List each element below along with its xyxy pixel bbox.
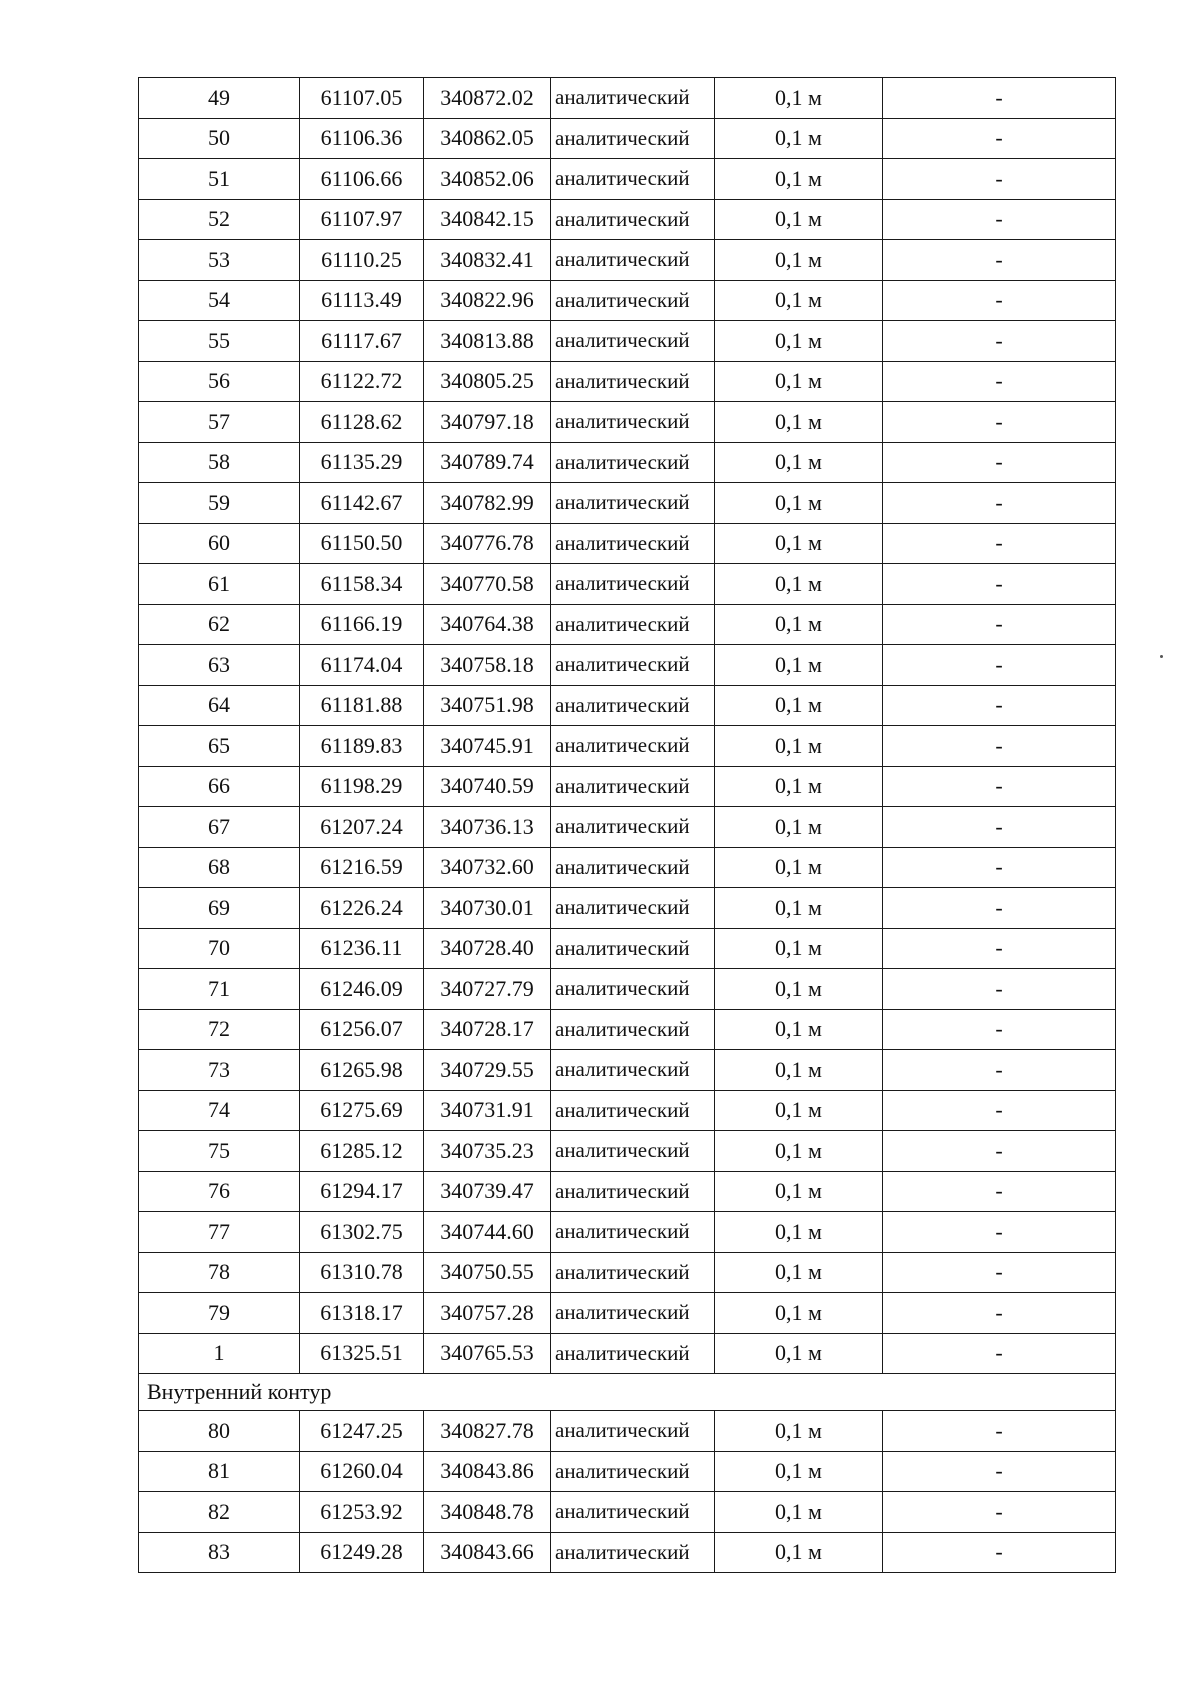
cell-point-number: 83 [139,1532,300,1573]
cell-point-number: 58 [139,442,300,483]
cell-x-coordinate: 61198.29 [300,766,424,807]
cell-x-coordinate: 61117.67 [300,321,424,362]
cell-y-coordinate: 340797.18 [424,402,551,443]
cell-method: аналитический [551,1451,715,1492]
cell-x-coordinate: 61216.59 [300,847,424,888]
cell-accuracy: 0,1 м [715,1050,883,1091]
cell-accuracy: 0,1 м [715,1212,883,1253]
cell-note: - [883,1492,1116,1533]
cell-method: аналитический [551,766,715,807]
cell-method: аналитический [551,685,715,726]
cell-note: - [883,1212,1116,1253]
cell-y-coordinate: 340740.59 [424,766,551,807]
cell-x-coordinate: 61325.51 [300,1333,424,1374]
cell-y-coordinate: 340745.91 [424,726,551,767]
cell-point-number: 75 [139,1131,300,1172]
cell-x-coordinate: 61150.50 [300,523,424,564]
cell-note: - [883,766,1116,807]
cell-point-number: 51 [139,159,300,200]
cell-point-number: 68 [139,847,300,888]
cell-note: - [883,969,1116,1010]
cell-note: - [883,1050,1116,1091]
cell-method: аналитический [551,847,715,888]
cell-y-coordinate: 340736.13 [424,807,551,848]
cell-y-coordinate: 340842.15 [424,199,551,240]
cell-y-coordinate: 340744.60 [424,1212,551,1253]
cell-y-coordinate: 340822.96 [424,280,551,321]
table-row [139,1009,1116,1050]
cell-method: аналитический [551,1293,715,1334]
cell-method: аналитический [551,1090,715,1131]
cell-x-coordinate: 61158.34 [300,564,424,605]
cell-method: аналитический [551,928,715,969]
cell-note: - [883,1451,1116,1492]
table-row [139,321,1116,362]
cell-method: аналитический [551,483,715,524]
cell-x-coordinate: 61107.97 [300,199,424,240]
cell-accuracy: 0,1 м [715,240,883,281]
table-row [139,685,1116,726]
cell-note: - [883,442,1116,483]
cell-note: - [883,402,1116,443]
cell-point-number: 49 [139,78,300,119]
cell-point-number: 70 [139,928,300,969]
table-row [139,1411,1116,1452]
cell-accuracy: 0,1 м [715,847,883,888]
cell-method: аналитический [551,888,715,929]
cell-y-coordinate: 340729.55 [424,1050,551,1091]
cell-x-coordinate: 61265.98 [300,1050,424,1091]
cell-point-number: 60 [139,523,300,564]
cell-note: - [883,321,1116,362]
cell-point-number: 54 [139,280,300,321]
cell-note: - [883,159,1116,200]
table-row [139,1333,1116,1374]
table-row [139,847,1116,888]
cell-method: аналитический [551,726,715,767]
cell-method: аналитический [551,564,715,605]
cell-method: аналитический [551,807,715,848]
cell-point-number: 63 [139,645,300,686]
table-row [139,1492,1116,1533]
cell-y-coordinate: 340758.18 [424,645,551,686]
cell-x-coordinate: 61260.04 [300,1451,424,1492]
cell-x-coordinate: 61207.24 [300,807,424,848]
table-row [139,726,1116,767]
cell-note: - [883,685,1116,726]
cell-method: аналитический [551,199,715,240]
cell-point-number: 64 [139,685,300,726]
table-row [139,199,1116,240]
cell-method: аналитический [551,1333,715,1374]
cell-accuracy: 0,1 м [715,645,883,686]
cell-method: аналитический [551,321,715,362]
cell-x-coordinate: 61106.66 [300,159,424,200]
cell-x-coordinate: 61128.62 [300,402,424,443]
cell-method: аналитический [551,280,715,321]
cell-note: - [883,118,1116,159]
cell-point-number: 1 [139,1333,300,1374]
cell-y-coordinate: 340832.41 [424,240,551,281]
cell-y-coordinate: 340872.02 [424,78,551,119]
table-row [139,1293,1116,1334]
cell-y-coordinate: 340805.25 [424,361,551,402]
cell-point-number: 82 [139,1492,300,1533]
cell-accuracy: 0,1 м [715,1333,883,1374]
cell-point-number: 55 [139,321,300,362]
cell-accuracy: 0,1 м [715,564,883,605]
cell-y-coordinate: 340770.58 [424,564,551,605]
cell-note: - [883,361,1116,402]
cell-note: - [883,564,1116,605]
cell-point-number: 61 [139,564,300,605]
cell-y-coordinate: 340728.40 [424,928,551,969]
cell-accuracy: 0,1 м [715,928,883,969]
table-row [139,928,1116,969]
cell-y-coordinate: 340848.78 [424,1492,551,1533]
cell-x-coordinate: 61256.07 [300,1009,424,1050]
cell-method: аналитический [551,1492,715,1533]
cell-point-number: 50 [139,118,300,159]
cell-note: - [883,1171,1116,1212]
table-row [139,523,1116,564]
cell-accuracy: 0,1 м [715,1293,883,1334]
cell-x-coordinate: 61226.24 [300,888,424,929]
cell-y-coordinate: 340739.47 [424,1171,551,1212]
cell-method: аналитический [551,1171,715,1212]
cell-method: аналитический [551,1411,715,1452]
cell-accuracy: 0,1 м [715,807,883,848]
cell-x-coordinate: 61113.49 [300,280,424,321]
cell-x-coordinate: 61106.36 [300,118,424,159]
cell-note: - [883,280,1116,321]
cell-accuracy: 0,1 м [715,766,883,807]
cell-method: аналитический [551,523,715,564]
cell-point-number: 81 [139,1451,300,1492]
cell-x-coordinate: 61310.78 [300,1252,424,1293]
cell-y-coordinate: 340728.17 [424,1009,551,1050]
cell-accuracy: 0,1 м [715,442,883,483]
table-row [139,1090,1116,1131]
cell-point-number: 74 [139,1090,300,1131]
cell-x-coordinate: 61249.28 [300,1532,424,1573]
cell-point-number: 66 [139,766,300,807]
table-row [139,1252,1116,1293]
cell-note: - [883,1532,1116,1573]
cell-y-coordinate: 340843.66 [424,1532,551,1573]
cell-accuracy: 0,1 м [715,78,883,119]
cell-y-coordinate: 340727.79 [424,969,551,1010]
cell-note: - [883,726,1116,767]
cell-accuracy: 0,1 м [715,888,883,929]
cell-method: аналитический [551,159,715,200]
cell-point-number: 76 [139,1171,300,1212]
cell-note: - [883,1090,1116,1131]
table-row [139,604,1116,645]
cell-method: аналитический [551,442,715,483]
cell-y-coordinate: 340757.28 [424,1293,551,1334]
cell-accuracy: 0,1 м [715,1411,883,1452]
table-row [139,1212,1116,1253]
cell-method: аналитический [551,1050,715,1091]
table-row [139,240,1116,281]
cell-y-coordinate: 340730.01 [424,888,551,929]
cell-method: аналитический [551,118,715,159]
cell-accuracy: 0,1 м [715,1090,883,1131]
cell-point-number: 77 [139,1212,300,1253]
cell-accuracy: 0,1 м [715,1252,883,1293]
cell-accuracy: 0,1 м [715,118,883,159]
cell-note: - [883,888,1116,929]
cell-point-number: 79 [139,1293,300,1334]
cell-note: - [883,847,1116,888]
cell-note: - [883,604,1116,645]
cell-x-coordinate: 61122.72 [300,361,424,402]
section-heading: Внутренний контур [139,1374,1116,1411]
cell-point-number: 71 [139,969,300,1010]
cell-y-coordinate: 340751.98 [424,685,551,726]
table-row [139,402,1116,443]
cell-note: - [883,807,1116,848]
cell-point-number: 52 [139,199,300,240]
cell-accuracy: 0,1 м [715,604,883,645]
cell-note: - [883,240,1116,281]
cell-method: аналитический [551,1131,715,1172]
table-row [139,1171,1116,1212]
table-row [139,159,1116,200]
cell-method: аналитический [551,1212,715,1253]
cell-point-number: 59 [139,483,300,524]
cell-y-coordinate: 340731.91 [424,1090,551,1131]
coordinates-table [138,77,1116,1573]
cell-accuracy: 0,1 м [715,685,883,726]
cell-x-coordinate: 61110.25 [300,240,424,281]
cell-x-coordinate: 61135.29 [300,442,424,483]
cell-note: - [883,1131,1116,1172]
table-row [139,766,1116,807]
cell-method: аналитический [551,402,715,443]
cell-x-coordinate: 61236.11 [300,928,424,969]
cell-y-coordinate: 340732.60 [424,847,551,888]
scan-speck [1160,655,1163,658]
table-row [139,361,1116,402]
table-row [139,1451,1116,1492]
cell-y-coordinate: 340782.99 [424,483,551,524]
cell-note: - [883,483,1116,524]
cell-x-coordinate: 61318.17 [300,1293,424,1334]
cell-accuracy: 0,1 м [715,1532,883,1573]
table-row [139,888,1116,929]
cell-x-coordinate: 61294.17 [300,1171,424,1212]
cell-accuracy: 0,1 м [715,1171,883,1212]
table-row [139,280,1116,321]
cell-method: аналитический [551,1532,715,1573]
cell-note: - [883,199,1116,240]
cell-y-coordinate: 340813.88 [424,321,551,362]
section-heading-row [139,1374,1116,1411]
cell-method: аналитический [551,1009,715,1050]
cell-note: - [883,1252,1116,1293]
cell-note: - [883,1009,1116,1050]
cell-method: аналитический [551,1252,715,1293]
table-row [139,1532,1116,1573]
cell-x-coordinate: 61285.12 [300,1131,424,1172]
table-body [139,78,1116,1573]
cell-y-coordinate: 340765.53 [424,1333,551,1374]
cell-x-coordinate: 61253.92 [300,1492,424,1533]
table-row [139,78,1116,119]
cell-x-coordinate: 61142.67 [300,483,424,524]
cell-method: аналитический [551,645,715,686]
cell-x-coordinate: 61246.09 [300,969,424,1010]
cell-accuracy: 0,1 м [715,1492,883,1533]
cell-point-number: 53 [139,240,300,281]
cell-accuracy: 0,1 м [715,321,883,362]
table-row [139,645,1116,686]
cell-accuracy: 0,1 м [715,159,883,200]
cell-x-coordinate: 61189.83 [300,726,424,767]
cell-accuracy: 0,1 м [715,1009,883,1050]
cell-note: - [883,78,1116,119]
cell-x-coordinate: 61107.05 [300,78,424,119]
cell-note: - [883,1293,1116,1334]
table-row [139,1131,1116,1172]
cell-accuracy: 0,1 м [715,402,883,443]
cell-note: - [883,928,1116,969]
cell-point-number: 80 [139,1411,300,1452]
cell-point-number: 72 [139,1009,300,1050]
cell-accuracy: 0,1 м [715,199,883,240]
table-row [139,969,1116,1010]
cell-y-coordinate: 340862.05 [424,118,551,159]
cell-point-number: 78 [139,1252,300,1293]
table-row [139,118,1116,159]
cell-accuracy: 0,1 м [715,726,883,767]
cell-y-coordinate: 340750.55 [424,1252,551,1293]
cell-y-coordinate: 340852.06 [424,159,551,200]
cell-y-coordinate: 340764.38 [424,604,551,645]
cell-point-number: 65 [139,726,300,767]
cell-method: аналитический [551,361,715,402]
table-row [139,483,1116,524]
cell-method: аналитический [551,969,715,1010]
cell-accuracy: 0,1 м [715,361,883,402]
cell-method: аналитический [551,604,715,645]
cell-y-coordinate: 340827.78 [424,1411,551,1452]
cell-accuracy: 0,1 м [715,280,883,321]
table-row [139,1050,1116,1091]
cell-method: аналитический [551,78,715,119]
cell-y-coordinate: 340789.74 [424,442,551,483]
cell-y-coordinate: 340843.86 [424,1451,551,1492]
cell-note: - [883,523,1116,564]
cell-note: - [883,1333,1116,1374]
cell-point-number: 62 [139,604,300,645]
cell-x-coordinate: 61275.69 [300,1090,424,1131]
cell-accuracy: 0,1 м [715,523,883,564]
cell-accuracy: 0,1 м [715,1131,883,1172]
table-row [139,442,1116,483]
cell-method: аналитический [551,240,715,281]
cell-x-coordinate: 61247.25 [300,1411,424,1452]
cell-x-coordinate: 61181.88 [300,685,424,726]
cell-point-number: 57 [139,402,300,443]
cell-point-number: 69 [139,888,300,929]
cell-y-coordinate: 340776.78 [424,523,551,564]
table-row [139,807,1116,848]
cell-x-coordinate: 61166.19 [300,604,424,645]
cell-y-coordinate: 340735.23 [424,1131,551,1172]
cell-accuracy: 0,1 м [715,969,883,1010]
cell-accuracy: 0,1 м [715,1451,883,1492]
cell-x-coordinate: 61174.04 [300,645,424,686]
cell-note: - [883,1411,1116,1452]
cell-point-number: 73 [139,1050,300,1091]
cell-accuracy: 0,1 м [715,483,883,524]
cell-note: - [883,645,1116,686]
table-row [139,564,1116,605]
cell-x-coordinate: 61302.75 [300,1212,424,1253]
cell-point-number: 67 [139,807,300,848]
cell-point-number: 56 [139,361,300,402]
